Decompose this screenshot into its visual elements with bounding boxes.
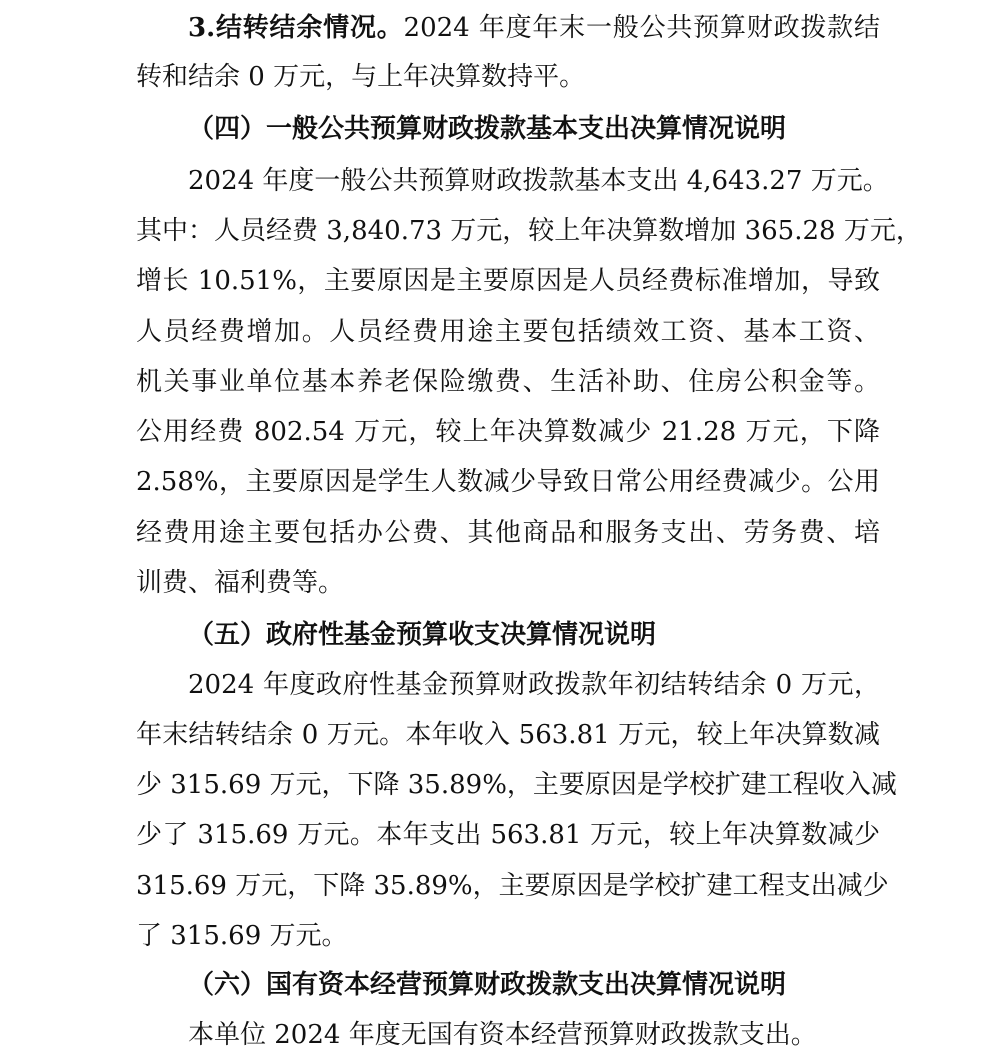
paragraph-line: 训费、福利费等。 bbox=[136, 568, 345, 598]
paragraph-line: 2024 年度政府性基金预算财政拨款年初结转结余 0 万元， bbox=[188, 670, 880, 700]
paragraph-line: 经费用途主要包括办公费、其他商品和服务支出、劳务费、培 bbox=[136, 518, 880, 548]
paragraph-line: 2.58%，主要原因是学生人数减少导致日常公用经费减少。公用 bbox=[136, 467, 880, 497]
paragraph-line: 315.69 万元，下降 35.89%，主要原因是学校扩建工程支出减少 bbox=[136, 871, 889, 901]
paragraph-line: 机关事业单位基本养老保险缴费、生活补助、住房公积金等。 bbox=[136, 367, 880, 397]
paragraph-line: 少了 315.69 万元。本年支出 563.81 万元，较上年决算数减少 bbox=[136, 820, 880, 850]
paragraph-text: 2024 年度年末一般公共预算财政拨款结 bbox=[403, 13, 880, 43]
paragraph-line: 年末结转结余 0 万元。本年收入 563.81 万元，较上年决算数减 bbox=[136, 720, 880, 750]
paragraph-line: 公用经费 802.54 万元，较上年决算数减少 21.28 万元，下降 bbox=[136, 417, 880, 447]
paragraph-line: 了 315.69 万元。 bbox=[136, 921, 348, 951]
section-heading-5: （五）政府性基金预算收支决算情况说明 bbox=[188, 620, 657, 650]
paragraph-line: 2024 年度一般公共预算财政拨款基本支出 4,643.27 万元。 bbox=[188, 166, 889, 196]
paragraph-line: 其中：人员经费 3,840.73 万元，较上年决算数增加 365.28 万元， bbox=[136, 216, 922, 246]
paragraph-line: 转和结余 0 万元，与上年决算数持平。 bbox=[136, 62, 586, 92]
paragraph-line: 少 315.69 万元，下降 35.89%，主要原因是学校扩建工程收入减 bbox=[136, 770, 897, 800]
paragraph-line bbox=[188, 11, 880, 45]
section-heading-4: （四）一般公共预算财政拨款基本支出决算情况说明 bbox=[188, 114, 787, 144]
paragraph-line: 增长 10.51%，主要原因是主要原因是人员经费标准增加，导致 bbox=[136, 266, 880, 296]
paragraph-line: 本单位 2024 年度无国有资本经营预算财政拨款支出。 bbox=[188, 1020, 817, 1050]
paragraph-line: 人员经费增加。人员经费用途主要包括绩效工资、基本工资、 bbox=[136, 317, 880, 347]
section-heading-6: （六）国有资本经营预算财政拨款支出决算情况说明 bbox=[188, 970, 787, 1000]
subsection-lead: 3.结转结余情况。 bbox=[188, 13, 404, 43]
